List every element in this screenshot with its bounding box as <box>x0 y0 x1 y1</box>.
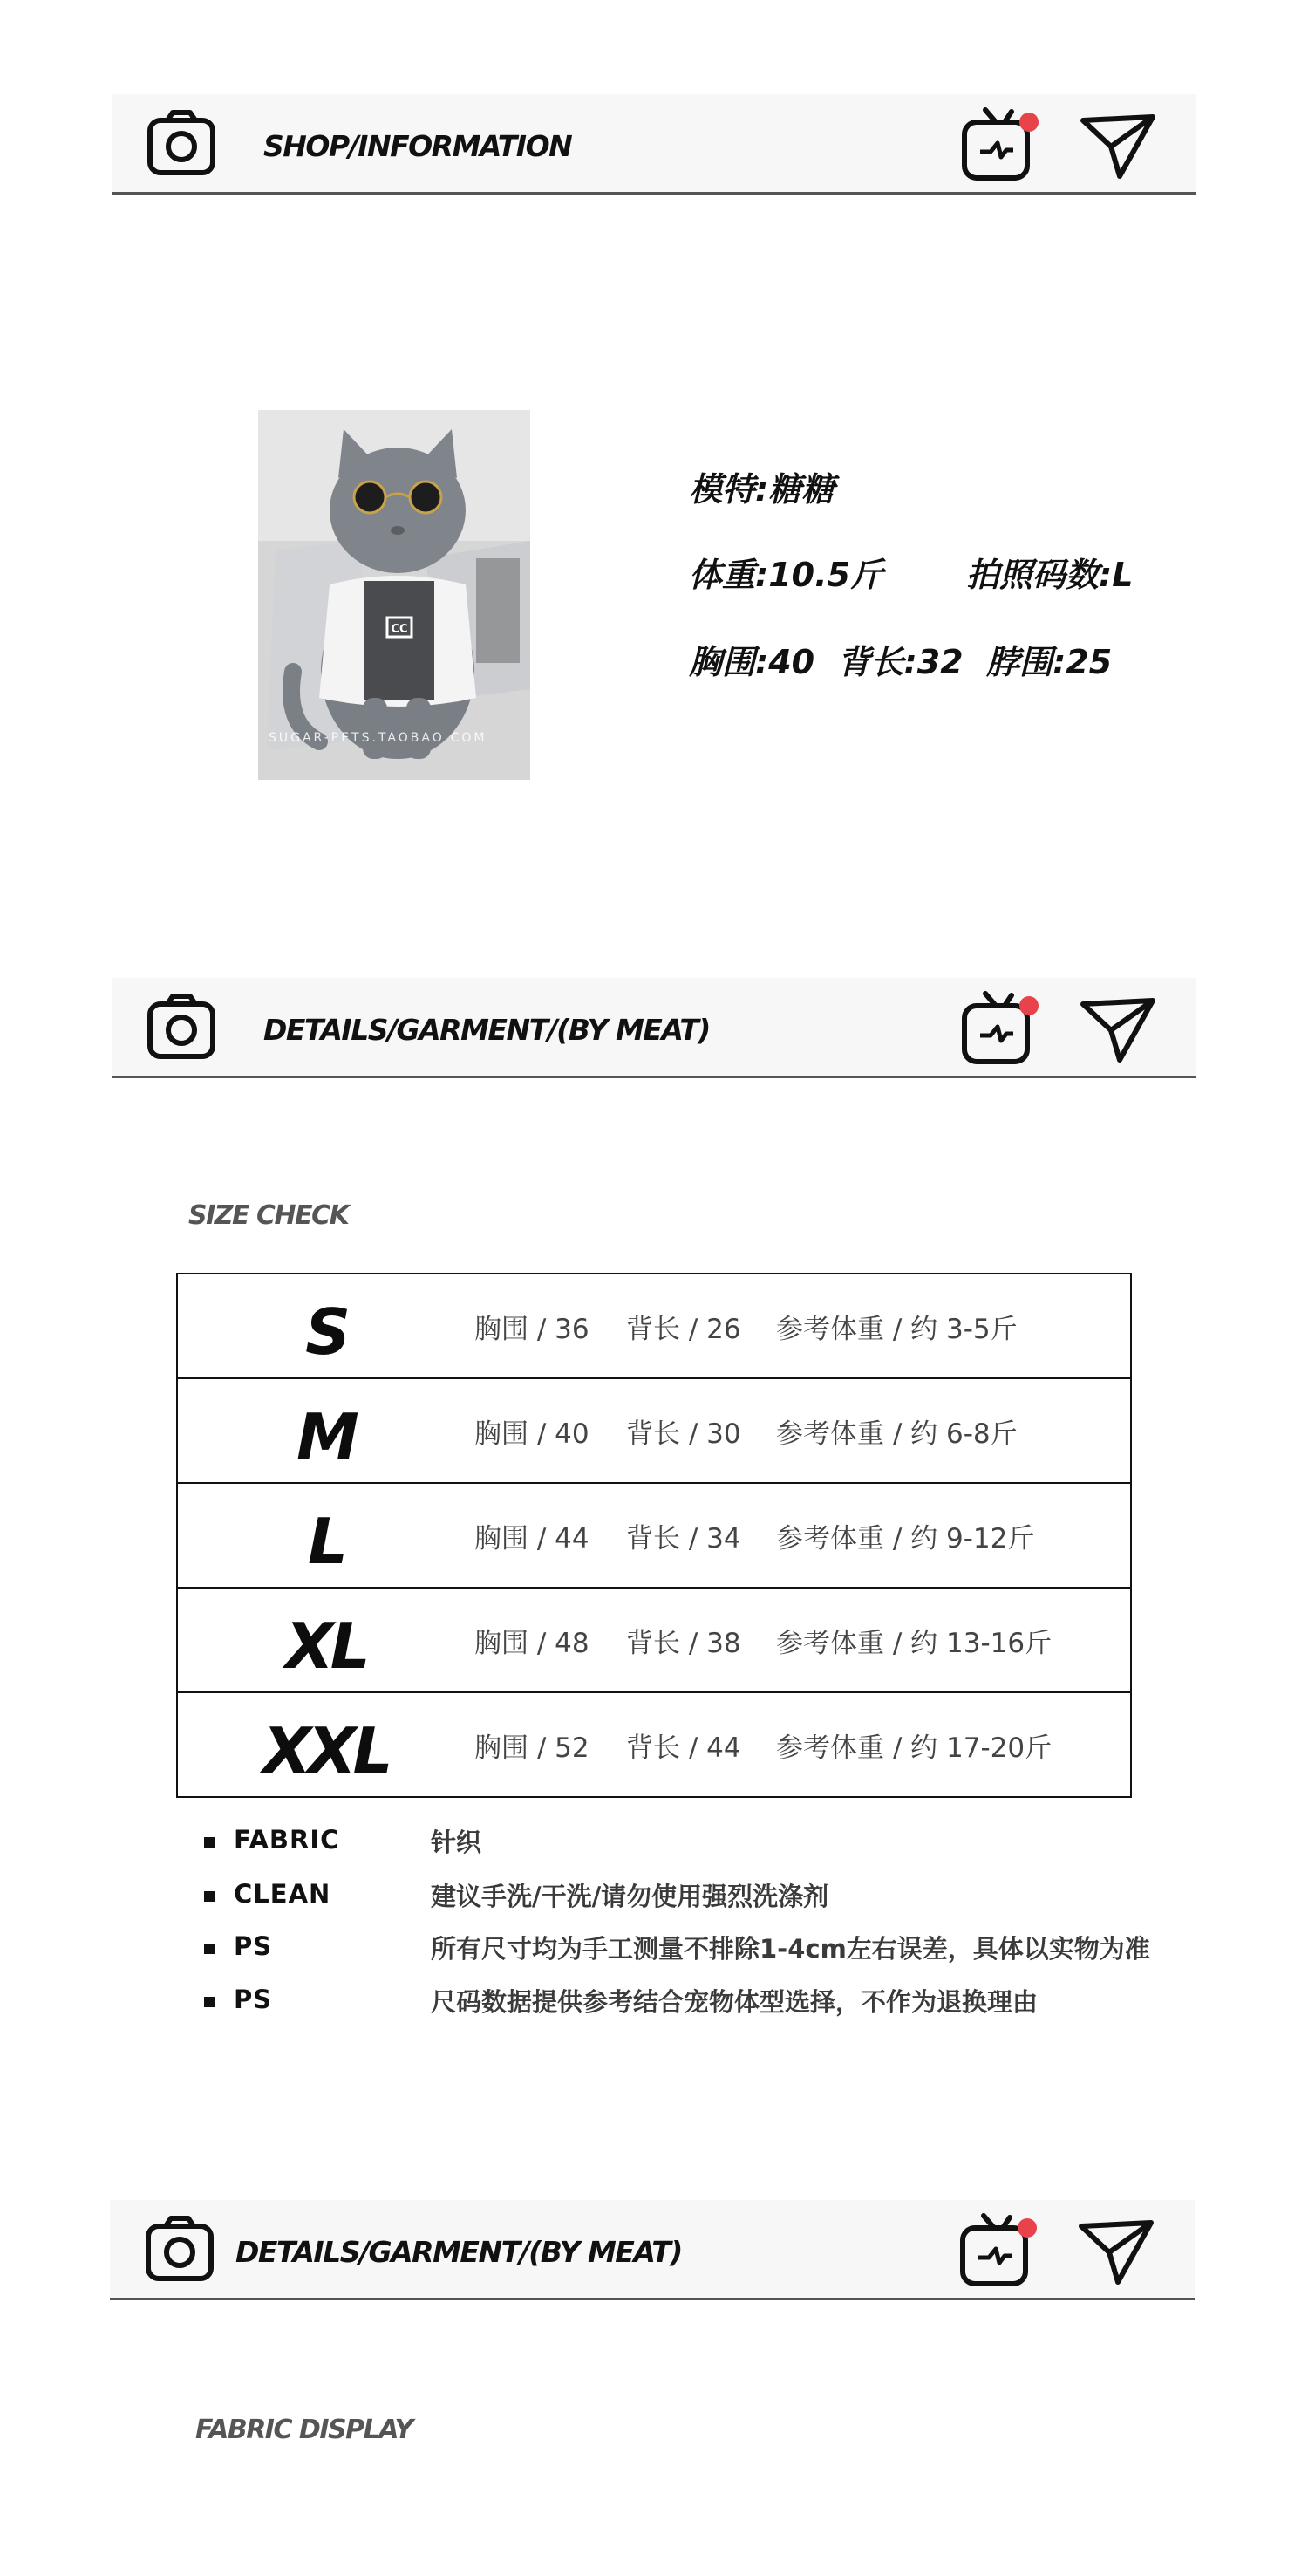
camera-icon[interactable] <box>145 2216 215 2282</box>
photo-watermark: SUGAR-PETS.TAOBAO.COM <box>269 731 487 745</box>
size-measurements <box>474 1483 1131 1588</box>
back-value: 背长 / 38 <box>626 1627 741 1659</box>
header-bar-shop-information <box>112 94 1196 195</box>
camera-icon[interactable] <box>146 110 216 176</box>
size-measurements <box>474 1588 1131 1692</box>
spec-value: 建议手洗/干洗/请勿使用强烈洗涤剂 <box>431 1882 829 1911</box>
size-label: S <box>305 1295 347 1369</box>
tv-icon[interactable] <box>959 103 1043 183</box>
size-row <box>177 1274 1131 1378</box>
send-icon[interactable] <box>1080 112 1156 180</box>
model-weight: 体重:10.5斤 <box>689 556 883 594</box>
chest-value: 胸围 / 44 <box>474 1522 589 1554</box>
model-measurements: 胸围:40 背长:32 脖围:25 <box>689 643 1113 681</box>
bullet <box>204 1997 215 2007</box>
tv-icon[interactable] <box>959 987 1043 1067</box>
spec-value: 尺码数据提供参考结合宠物体型选择，不作为退换理由 <box>431 1987 1039 2017</box>
back-value: 背长 / 34 <box>626 1522 741 1554</box>
camera-icon[interactable] <box>146 994 216 1060</box>
header-bar-details-garment <box>112 978 1196 1078</box>
size-check-label: SIZE CHECK <box>188 1200 349 1231</box>
model-photo-size: 拍照码数:L <box>966 556 1134 594</box>
weight-value: 参考体重 / 约 9-12斤 <box>776 1522 1035 1554</box>
notification-dot <box>1018 2218 1037 2238</box>
weight-value: 参考体重 / 约 17-20斤 <box>776 1732 1053 1764</box>
spec-value: 针织 <box>431 1828 482 1857</box>
cat-illustration <box>258 410 530 780</box>
size-label: L <box>177 1483 474 1588</box>
size-measurements <box>474 1378 1131 1483</box>
chest-value: 胸围 / 48 <box>474 1627 589 1659</box>
chest-value: 胸围 / 40 <box>474 1418 589 1450</box>
header-bar-details-garment <box>110 2200 1195 2300</box>
size-label: XXL <box>177 1692 474 1797</box>
size-measurements <box>474 1274 1131 1378</box>
header-title: SHOP/INFORMATION <box>263 129 572 163</box>
fabric-display-label: FABRIC DISPLAY <box>195 2415 412 2445</box>
weight-value: 参考体重 / 约 13-16斤 <box>776 1627 1053 1659</box>
bullet <box>204 1891 215 1902</box>
size-label: M <box>177 1378 474 1483</box>
weight-value: 参考体重 / 约 3-5斤 <box>776 1313 1018 1345</box>
spec-key: CLEAN <box>234 1879 331 1909</box>
bullet <box>204 1944 215 1954</box>
back-value: 背长 / 26 <box>626 1313 741 1345</box>
spec-key: FABRIC <box>234 1825 340 1855</box>
send-icon[interactable] <box>1078 2217 1155 2286</box>
size-row <box>177 1692 1131 1797</box>
header-title: DETAILS/GARMENT/(BY MEAT) <box>235 2235 682 2269</box>
chest-value: 胸围 / 36 <box>474 1313 589 1345</box>
notification-dot <box>1019 996 1039 1015</box>
back-value: 背长 / 30 <box>626 1418 741 1450</box>
weight-value: 参考体重 / 约 6-8斤 <box>776 1418 1018 1450</box>
back-value: 背长 / 44 <box>626 1732 741 1764</box>
size-row <box>177 1483 1131 1588</box>
shirt-logo: CC <box>391 623 408 636</box>
model-name: 模特:糖糖 <box>689 470 835 509</box>
chest-value: 胸围 / 52 <box>474 1732 589 1764</box>
size-row <box>177 1588 1131 1692</box>
header-title: DETAILS/GARMENT/(BY MEAT) <box>263 1013 710 1047</box>
size-table <box>176 1273 1132 1798</box>
model-photo <box>258 410 530 780</box>
spec-key: PS <box>234 1931 273 1961</box>
tv-icon[interactable] <box>957 2209 1041 2289</box>
size-label: XL <box>177 1588 474 1692</box>
spec-key: PS <box>234 1985 273 2014</box>
bullet <box>204 1837 215 1848</box>
notification-dot <box>1019 113 1039 132</box>
spec-value: 所有尺寸均为手工测量不排除1-4cm左右误差，具体以实物为准 <box>431 1934 1150 1964</box>
size-row <box>177 1378 1131 1483</box>
size-measurements <box>474 1692 1131 1797</box>
send-icon[interactable] <box>1080 995 1156 1063</box>
